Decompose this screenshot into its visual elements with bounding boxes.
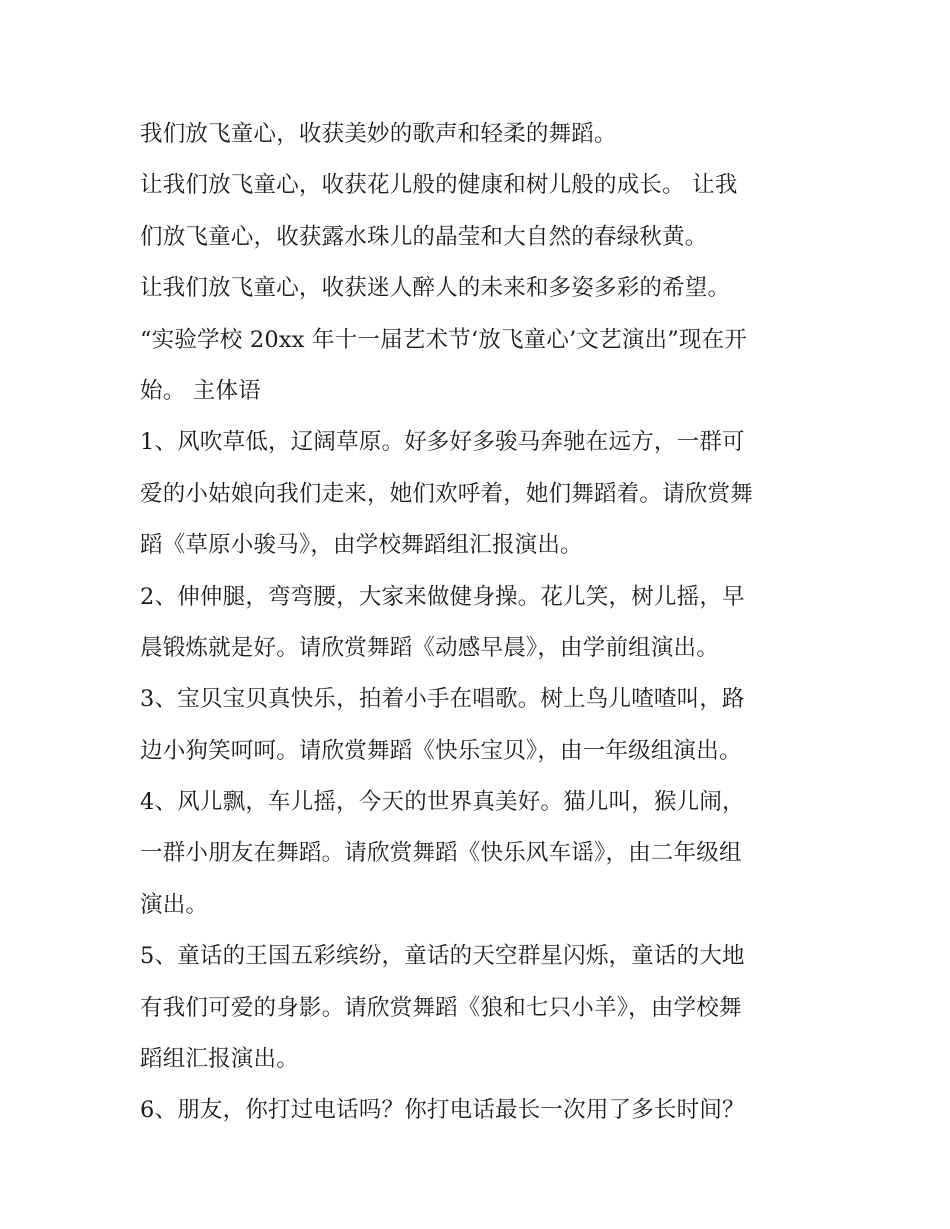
line-16: 演出。 — [140, 891, 209, 918]
line-9: 蹈《草原小骏马》，由学校舞蹈组汇报演出。 — [140, 532, 583, 559]
text-line — [140, 674, 815, 725]
text-line — [140, 880, 815, 931]
text-line — [140, 212, 815, 263]
line-1: 我们放飞童心，收获美妙的歌声和轻柔的舞蹈。 — [140, 121, 617, 147]
text-line — [140, 520, 815, 571]
text-line — [140, 777, 815, 828]
line-12: 3、宝贝宝贝真快乐，拍着小手在唱歌。树上鸟儿喳喳叫，路 — [140, 686, 745, 713]
line-6: 始。 主体语 — [140, 377, 261, 404]
line-18: 有我们可爱的身影。请欣赏舞蹈《狼和七只小羊》，由学校舞 — [140, 994, 742, 1021]
text-line — [140, 263, 815, 314]
line-11: 晨锻炼就是好。请欣赏舞蹈《动感早晨》，由学前组演出。 — [140, 634, 719, 661]
line-20: 6、朋友，你打过电话吗？你打电话最长一次用了多长时间？ — [140, 1097, 745, 1124]
line-13: 边小狗笑呵呵。请欣赏舞蹈《快乐宝贝》，由一年级组演出。 — [140, 737, 742, 764]
line-4: 让我们放飞童心，收获迷人醉人的未来和多姿多彩的希望。 — [140, 275, 731, 302]
text-line — [140, 828, 815, 879]
line-17: 5、童话的王国五彩缤纷，童话的天空群星闪烁，童话的大地 — [140, 943, 745, 970]
line-14: 4、风儿飘，车儿摇，今天的世界真美好。猫儿叫，猴儿闹， — [140, 789, 745, 816]
line-5: “实验学校 20xx 年十一届艺术节‘放飞童心’文艺演出”现在开 — [140, 326, 748, 353]
text-line — [140, 315, 815, 366]
text-line — [140, 931, 815, 982]
line-3: 们放飞童心，收获露水珠儿的晶莹和大自然的春绿秋黄。 — [140, 223, 708, 250]
line-2: 让我们放飞童心，收获花儿般的健康和树儿般的成长。 让我 — [140, 172, 738, 199]
text-line — [140, 726, 815, 777]
text-line — [140, 1034, 815, 1085]
text-line — [140, 623, 815, 674]
text-line — [140, 417, 815, 468]
document-body — [140, 109, 815, 1137]
text-line — [140, 572, 815, 623]
line-19: 蹈组汇报演出。 — [140, 1046, 299, 1073]
text-line — [140, 1085, 815, 1136]
line-15: 一群小朋友在舞蹈。请欣赏舞蹈《快乐风车谣》，由二年级组 — [140, 840, 742, 867]
line-10: 2、伸伸腿，弯弯腰，大家来做健身操。花儿笑，树儿摇，早 — [140, 583, 745, 610]
text-line — [140, 160, 815, 211]
line-7: 1、风吹草低，辽阔草原。好多好多骏马奔驰在远方，一群可 — [140, 429, 745, 456]
text-line — [140, 366, 815, 417]
line-8: 爱的小姑娘向我们走来，她们欢呼着，她们舞蹈着。请欣赏舞 — [140, 480, 753, 507]
text-line — [140, 983, 815, 1034]
text-line — [140, 469, 815, 520]
text-line — [140, 109, 815, 160]
